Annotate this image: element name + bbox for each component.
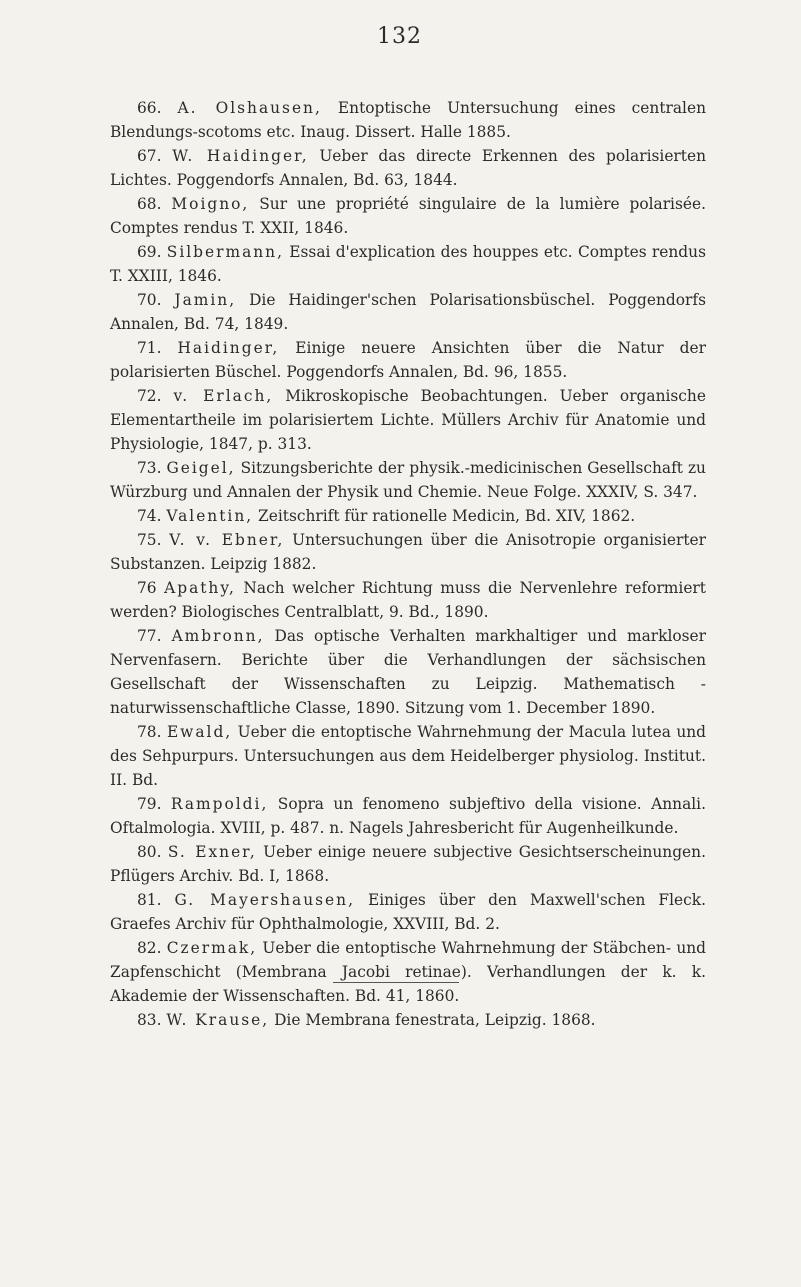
reference-author: Apathy,: [164, 579, 236, 597]
reference-author: Silbermann,: [166, 243, 284, 261]
reference-item: [110, 720, 706, 792]
reference-text: Einiges über den Maxwell'schen Fleck. Graefes Archiv für Ophthalmologie, XXVIII, Bd. 2.: [110, 891, 706, 933]
reference-number: 83.: [137, 1011, 162, 1029]
reference-text: Die Membrana fenestrata, Leipzig. 1868.: [274, 1011, 596, 1029]
reference-number: 68.: [137, 195, 162, 213]
reference-item: [110, 192, 706, 240]
reference-item: [110, 384, 706, 456]
reference-item: [110, 936, 706, 1008]
reference-author: Ewald,: [166, 723, 233, 741]
reference-author: A. Olshausen,: [177, 99, 322, 117]
reference-number: 78.: [137, 723, 162, 741]
reference-number: 70.: [137, 291, 162, 309]
reference-text: Ueber das directe Erkennen des polarisierten Lichtes. Poggendorfs Annalen, Bd. 63, 1844.: [110, 147, 706, 189]
reference-text: Untersuchungen über die Anisotropie organisierter Substanzen. Leipzig 1882.: [110, 531, 706, 573]
reference-item: [110, 336, 706, 384]
reference-item: [110, 240, 706, 288]
reference-text: Die Haidinger'schen Polarisationsbüschel. Poggendorfs Annalen, Bd. 74, 1849.: [110, 291, 706, 333]
reference-item: [110, 528, 706, 576]
end-rule: [333, 982, 459, 983]
reference-author: Ambronn,: [171, 627, 265, 645]
reference-item: [110, 888, 706, 936]
reference-author: Moigno,: [171, 195, 250, 213]
reference-author: W. Krause,: [166, 1011, 270, 1029]
reference-author: Jamin,: [174, 291, 237, 309]
reference-author: Haidinger,: [177, 339, 280, 357]
reference-item: [110, 288, 706, 336]
reference-author: Czermak,: [166, 939, 258, 957]
reference-text: Ueber die entoptische Wahrnehmung der Stäbchen- und Zapfenschicht (Membrana Jacobi retinae). Verhandlungen der k. k. Akademie der Wissenschaften. Bd. 41, 1860.: [110, 939, 706, 1005]
reference-number: 81.: [137, 891, 162, 909]
reference-author: Geigel,: [166, 459, 236, 477]
page-number: 132: [377, 24, 422, 49]
reference-item: [110, 1008, 706, 1032]
reference-text: Einige neuere Ansichten über die Natur der polarisierten Büschel. Poggendorfs Annalen, Bd. 96, 1855.: [110, 339, 706, 381]
reference-item: [110, 576, 706, 624]
reference-author: W. Haidinger,: [172, 147, 309, 165]
reference-text: Entoptische Untersuchung eines centralen Blendungs-scotoms etc. Inaug. Dissert. Halle 1885.: [110, 99, 706, 141]
reference-number: 76: [137, 579, 157, 597]
reference-item: [110, 144, 706, 192]
reference-author: G. Mayershausen,: [174, 891, 355, 909]
reference-text: Mikroskopische Beobachtungen. Ueber organische Elementartheile im polarisiertem Lichte. Müllers Archiv für Anatomie und Physiologie, 1847, p. 313.: [110, 387, 706, 453]
reference-text: Das optische Verhalten markhaltiger und markloser Nervenfasern. Berichte über die Verhandlungen der sächsischen Gesellschaft der Wissenschaften zu Leipzig. Mathematisch - naturwissenschaftliche Classe, 1890. Sitzung vom 1. December 1890.: [110, 627, 706, 717]
reference-item: [110, 624, 706, 720]
reference-text: Essai d'explication des houppes etc. Comptes rendus T. XXIII, 1846.: [110, 243, 706, 285]
reference-text: Ueber einige neuere subjective Gesichtserscheinungen. Pflügers Archiv. Bd. I, 1868.: [110, 843, 706, 885]
reference-number: 69.: [137, 243, 162, 261]
reference-author: Rampoldi,: [170, 795, 269, 813]
reference-text: Sitzungsberichte der physik.-medicinischen Gesellschaft zu Würzburg und Annalen der Physik und Chemie. Neue Folge. XXXIV, S. 347.: [110, 459, 706, 501]
reference-author: v. Erlach,: [173, 387, 274, 405]
reference-text: Nach welcher Richtung muss die Nervenlehre reformiert werden? Biologisches Centralblatt, 9. Bd., 1890.: [110, 579, 706, 621]
reference-list: [110, 96, 706, 1032]
reference-text: Sur une propriété singulaire de la lumière polarisée. Comptes rendus T. XXII, 1846.: [110, 195, 706, 237]
reference-item: [110, 792, 706, 840]
reference-item: [110, 840, 706, 888]
reference-number: 80.: [137, 843, 162, 861]
reference-item: [110, 456, 706, 504]
reference-number: 66.: [137, 99, 162, 117]
reference-text: Zeitschrift für rationelle Medicin, Bd. XIV, 1862.: [258, 507, 636, 525]
reference-number: 75.: [137, 531, 162, 549]
reference-item: [110, 96, 706, 144]
reference-author: V. v. Ebner,: [169, 531, 285, 549]
reference-number: 72.: [137, 387, 162, 405]
reference-number: 82.: [137, 939, 162, 957]
reference-item: [110, 504, 706, 528]
reference-number: 73.: [137, 459, 162, 477]
reference-number: 71.: [137, 339, 162, 357]
reference-number: 77.: [137, 627, 162, 645]
reference-number: 74.: [137, 507, 162, 525]
reference-text: Sopra un fenomeno subjeftivo della visione. Annali. Oftalmologia. XVIII, p. 487. n. Nagels Jahresbericht für Augenheilkunde.: [110, 795, 706, 837]
reference-author: Valentin,: [166, 507, 254, 525]
reference-text: Ueber die entoptische Wahrnehmung der Macula lutea und des Sehpurpurs. Untersuchungen aus dem Heidelberger physiolog. Institut. II. Bd.: [110, 723, 706, 789]
reference-number: 79.: [137, 795, 162, 813]
reference-number: 67.: [137, 147, 162, 165]
reference-author: S. Exner,: [167, 843, 257, 861]
